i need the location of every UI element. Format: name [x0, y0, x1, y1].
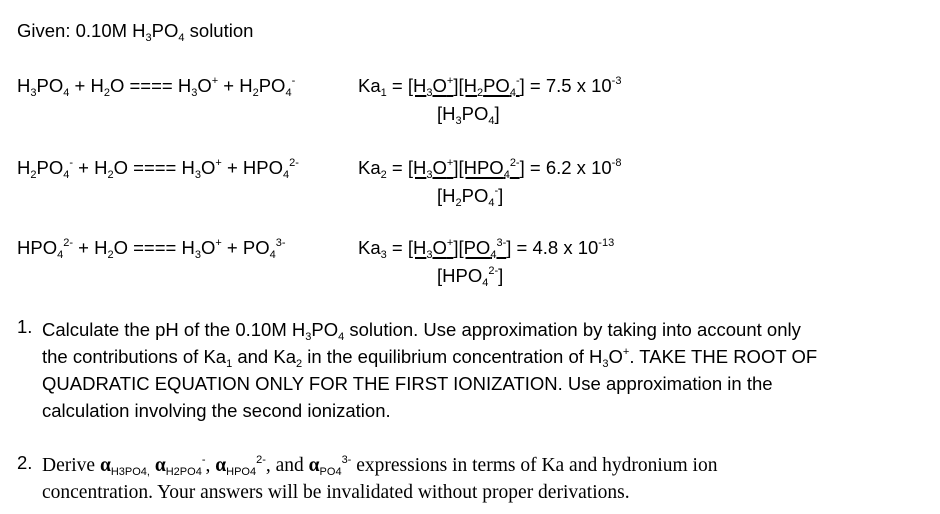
ka2-expression: $Ka_2 = [H_3O^+][HPO_4^{2-}] = 6.2$ x $10^{-8}$ [358, 157, 622, 181]
ka1-expression: $Ka_1 = [H_3O^+][H_2PO_4^-] = 7.5$ x $10^{-3}$ [358, 75, 622, 99]
ka2-denominator: $[H_2PO_4^-]$ [437, 185, 504, 209]
equation-2: $H_2PO_4^- + H_2O$ ==== $H_3O^+ + HPO_4^{2-}$ [17, 157, 299, 181]
question-1-number: 1. [17, 316, 33, 337]
ka3-denominator: $[HPO_4^{2-}]$ [437, 265, 504, 289]
ka3-expression: $Ka_3 = [H_3O^+][PO_4^{3-}] = 4.8$ x $10^{-13}$ [358, 237, 615, 261]
question-2-text: Derive $\alpha_{H3PO4,}$ $\alpha_{H2PO4}^-$, $\alpha_{HPO4}^{2-}$, and $\alpha_{PO4}^{3-}$ expressions in terms of Ka and hydronium ion concentration. Your answers will be invalidated without proper derivations. [42, 454, 718, 503]
equation-3: $HPO_4^{2-} + H_2O$ ==== $H_3O^+ + PO_4^{3-}$ [17, 237, 286, 261]
ka1-denominator: $[H_3PO_4]$ [437, 103, 500, 127]
ka3-numerator: $[H_3O^+][PO_4^{3-}]$ [407, 237, 512, 261]
equation-1: $H_3PO_4 + H_2O$ ==== $H_3O^+ + H_2PO_4^-$ [17, 75, 296, 99]
ka2-numerator: $[H_3O^+][HPO_4^{2-}]$ [407, 157, 525, 181]
question-1-text: Calculate the pH of the 0.10M $H_3PO_4$ solution. Use approximation by taking into account only the contributions of $Ka_1$ and $Ka_2$ in the equilibrium concentration of $H_3O^+$. TAKE THE ROOT OF QUADRATIC EQUATION ONLY FOR THE FIRST IONIZATION. Use approximation in the calculation involving the second ionization. [42, 319, 818, 421]
question-2-number: 2. [17, 452, 33, 473]
given-line: Given: 0.10M $H_3PO_4$ solution [17, 20, 254, 44]
ka1-numerator: $[H_3O^+][H_2PO_4^-]$ [407, 75, 525, 99]
